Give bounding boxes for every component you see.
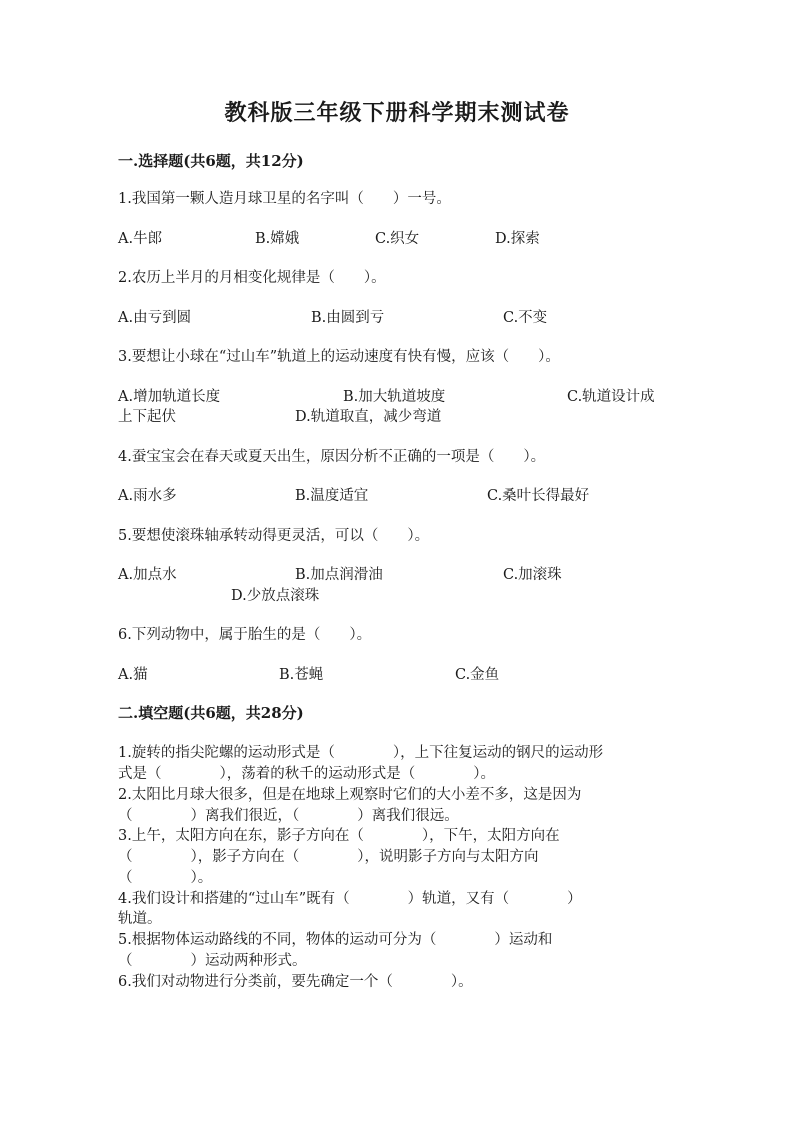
question-4-option-a: A.雨水多 — [118, 488, 177, 504]
fill-line-10: 5.根据物体运动路线的不同，物体的运动可分为（ ）运动和 — [118, 932, 553, 948]
question-5-option-d: D.少放点滚珠 — [231, 588, 320, 604]
question-3-option-b: B.加大轨道坡度 — [343, 389, 446, 405]
question-4-stem: 4.蚕宝宝会在春天或夏天出生，原因分析不正确的一项是（ ）。 — [118, 449, 546, 465]
fill-line-4: （ ）离我们很近，（ ）离我们很远。 — [118, 808, 459, 824]
question-1-stem: 1.我国第一颗人造月球卫星的名字叫（ ）一号。 — [118, 191, 451, 207]
question-3-option-a: A.增加轨道长度 — [118, 389, 221, 405]
section-heading-fill-in: 二.填空题(共6题，共28分) — [118, 704, 304, 722]
fill-line-11: （ ）运动两种形式。 — [118, 953, 307, 969]
fill-line-6: （ ），影子方向在（ ），说明影子方向与太阳方向 — [118, 849, 539, 865]
question-6-option-b: B.苍蝇 — [279, 667, 324, 683]
question-2-option-b: B.由圆到亏 — [311, 310, 385, 326]
question-3-option-d: D.轨道取直，减少弯道 — [295, 409, 442, 425]
question-6-option-c: C.金鱼 — [455, 667, 500, 683]
page-title: 教科版三年级下册科学期末测试卷 — [224, 100, 570, 126]
section-heading-choice: 一.选择题(共6题，共12分) — [118, 152, 304, 170]
question-5-option-c: C.加滚珠 — [503, 567, 562, 583]
question-2-option-c: C.不变 — [503, 310, 548, 326]
question-3-option-c-continued: 上下起伏 — [118, 409, 176, 425]
question-4-option-c: C.桑叶长得最好 — [487, 488, 590, 504]
question-6-option-a: A.猫 — [118, 667, 148, 683]
fill-line-5: 3.上午，太阳方向在东，影子方向在（ ），下午，太阳方向在 — [118, 828, 560, 844]
question-1-option-d: D.探索 — [495, 231, 540, 247]
question-1-option-c: C.织女 — [375, 231, 420, 247]
question-2-stem: 2.农历上半月的月相变化规律是（ ）。 — [118, 270, 386, 286]
question-3-stem: 3.要想让小球在“过山车”轨道上的运动速度有快有慢，应该（ ）。 — [118, 349, 560, 365]
fill-line-12: 6.我们对动物进行分类前，要先确定一个（ ）。 — [118, 974, 473, 990]
question-5-option-b: B.加点润滑油 — [295, 567, 383, 583]
question-5-stem: 5.要想使滚珠轴承转动得更灵活，可以（ ）。 — [118, 528, 430, 544]
fill-line-1: 1.旋转的指尖陀螺的运动形式是（ ），上下往复运动的钢尺的运动形 — [118, 745, 604, 761]
fill-line-7: （ ）。 — [118, 870, 213, 886]
fill-line-9: 轨道。 — [118, 911, 162, 927]
fill-line-2: 式是（ ），荡着的秋千的运动形式是（ ）。 — [118, 766, 495, 782]
question-1-option-b: B.嫦娥 — [255, 231, 300, 247]
question-6-stem: 6.下列动物中，属于胎生的是（ ）。 — [118, 627, 372, 643]
question-4-option-b: B.温度适宜 — [295, 488, 369, 504]
question-2-option-a: A.由亏到圆 — [118, 310, 192, 326]
question-3-option-c: C.轨道设计成 — [567, 389, 655, 405]
fill-line-3: 2.太阳比月球大很多，但是在地球上观察时它们的大小差不多，这是因为 — [118, 787, 582, 803]
fill-line-8: 4.我们设计和搭建的“过山车”既有（ ）轨道，又有（ ） — [118, 891, 582, 907]
question-1-option-a: A.牛郎 — [118, 231, 163, 247]
question-5-option-a: A.加点水 — [118, 567, 177, 583]
